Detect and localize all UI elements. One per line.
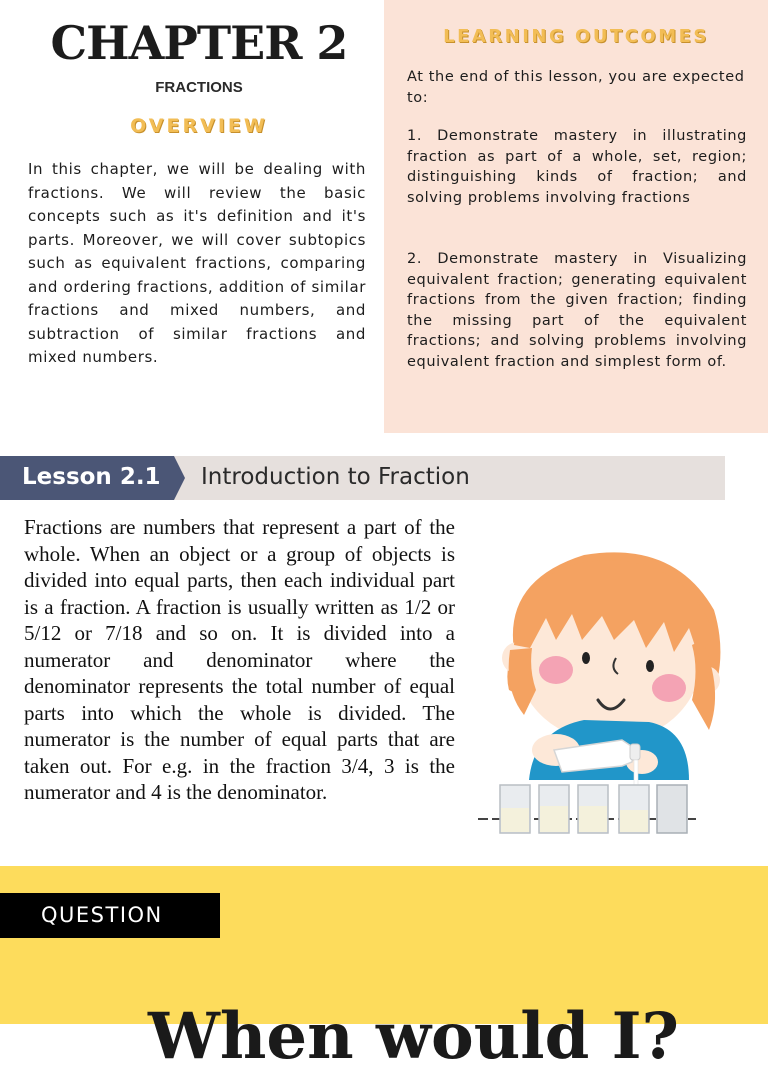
lesson-tag-label: Lesson 2.1 bbox=[22, 464, 161, 490]
lesson-body: Fractions are numbers that represent a part of the whole. When an object or a group of objects is divided into equal parts, then each individual part is a fraction. A fraction is usually written as 1/2 or 5/12 or 7/18 and so on. It is divided into a numerator and denominator where the denominator represents the total number of equal parts into which the whole is divided. The numerator is the number of equal parts that are taken out. For e.g. in the fraction 3/4, 3 is the numerator and 4 is the denominator. bbox=[24, 515, 455, 804]
girl-pouring-milk-illustration bbox=[474, 540, 734, 840]
chapter-title: CHAPTER 2 bbox=[50, 16, 348, 70]
overview-body: In this chapter, we will be dealing with fractions. We will review the basic concepts such as it's definition and it's parts. Moreover, we will cover subtopics such as equivalent fractions, comparing and ordering fractions, addition of similar fractions and mixed numbers, and subtraction of similar fractions and mixed numbers. bbox=[28, 160, 366, 366]
learning-outcome-item: 1. Demonstrate mastery in illustrating fraction as part of a whole, set, region; distinguishing kinds of fraction; and solving problems involving fractions bbox=[407, 128, 747, 206]
question-section bbox=[0, 866, 768, 1074]
overview-heading: OVERVIEW bbox=[130, 115, 268, 137]
learning-outcome-item: 2. Demonstrate mastery in Visualizing equivalent fraction; generating equivalent fractions from the given fraction; finding the missing part of the equivalent fractions; and solving problems involving equivalent fraction and simplest form of. bbox=[407, 251, 747, 370]
question-label: QUESTION bbox=[41, 903, 163, 927]
learning-outcomes-intro: At the end of this lesson, you are expected to: bbox=[407, 69, 745, 106]
chapter-subtitle: FRACTIONS bbox=[155, 79, 243, 96]
lesson-title: Introduction to Fraction bbox=[201, 464, 470, 490]
learning-outcomes-panel bbox=[384, 0, 768, 433]
question-text: When would I? bbox=[148, 999, 680, 1074]
learning-outcomes-heading: LEARNING OUTCOMES bbox=[443, 26, 709, 47]
